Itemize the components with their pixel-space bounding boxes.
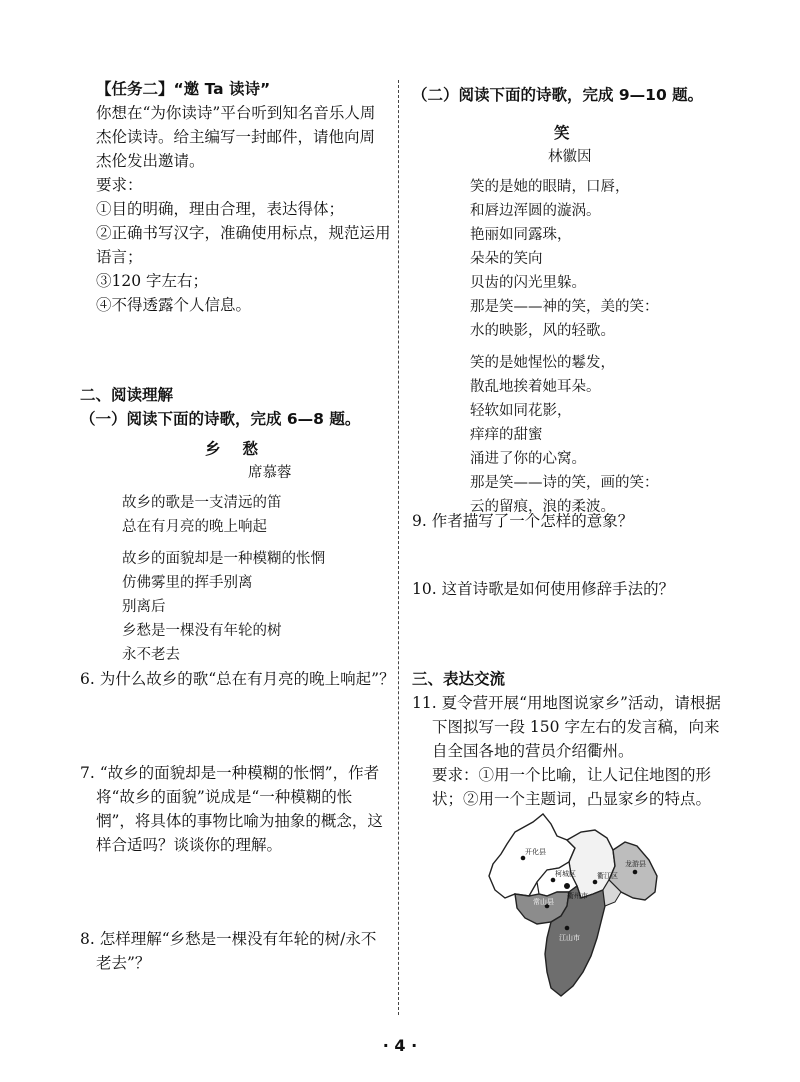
task-requirement: 语言； (96, 248, 143, 266)
map-dot-jiangshan (565, 926, 570, 931)
poem2-line: 轻软如同花影， (470, 403, 572, 419)
map-label-kecheng: 柯城区 (555, 870, 576, 878)
map-label-quzhou: 衢州市 (567, 892, 588, 900)
map-label-jiangshan: 江山市 (559, 934, 580, 942)
section-heading-expression: 三、表达交流 (412, 670, 506, 688)
poem1-line: 故乡的面貌却是一种模糊的怅惘 (122, 551, 325, 567)
poem1-line: 仿佛雾里的挥手别离 (122, 575, 253, 591)
question-9: 9. 作者描写了一个怎样的意象？ (412, 512, 634, 530)
question-11: 下图拟写一段 150 字左右的发言稿，向来 (432, 718, 720, 736)
question-10: 10. 这首诗歌是如何使用修辞手法的？ (412, 580, 675, 598)
map-label-qujiang: 衢江区 (597, 872, 618, 880)
poem2-line: 那是笑——神的笑，美的笑： (470, 299, 659, 315)
poem2-line: 朵朵的笑向 (470, 251, 543, 267)
poem2-line: 笑的是她的眼睛，口唇， (470, 179, 630, 195)
poem2-line: 水的映影，风的轻歌。 (470, 323, 615, 339)
map-label-kaihua: 开化县 (525, 848, 546, 856)
task-text: 杰伦读诗。给主编写一封邮件，请他向周 (96, 128, 376, 146)
question-7: 惘”，将具体的事物比喻为抽象的概念，这 (96, 812, 383, 830)
map-dot-quzhou (564, 883, 570, 889)
quzhou-map (485, 810, 665, 1002)
map-label-longyou: 龙游县 (625, 860, 646, 868)
part2-heading: （二）阅读下面的诗歌，完成 9—10 题。 (412, 86, 704, 104)
poem1-line: 永不老去 (122, 647, 180, 663)
question-11: 状；②用一个主题词，凸显家乡的特点。 (432, 790, 712, 808)
task-requirement: ③120 字左右； (96, 272, 209, 290)
question-11: 要求：①用一个比喻，让人记住地图的形 (432, 766, 712, 784)
map-dot-kecheng (551, 878, 556, 883)
task-requirement-label: 要求： (96, 176, 143, 194)
part1-heading: （一）阅读下面的诗歌，完成 6—8 题。 (80, 410, 361, 428)
task-requirement: ①目的明确，理由合理，表达得体； (96, 200, 345, 218)
task-text: 你想在“为你读诗”平台听到知名音乐人周 (96, 104, 376, 122)
question-8: 8. 怎样理解“乡愁是一棵没有年轮的树/永不 (80, 930, 377, 948)
poem1-line: 总在有月亮的晚上响起 (122, 519, 267, 535)
poem2-line: 痒痒的甜蜜 (470, 427, 543, 443)
map-dot-longyou (633, 870, 638, 875)
poem1-title: 乡愁 (205, 439, 281, 458)
question-7: 样合适吗？谈谈你的理解。 (96, 836, 283, 854)
poem2-line: 笑的是她惺忪的鬈发， (470, 355, 615, 371)
map-label-changshan: 常山县 (533, 898, 554, 906)
question-11: 自全国各地的营员介绍衢州。 (432, 742, 634, 760)
poem2-line: 云的留痕，浪的柔波。 (470, 499, 615, 515)
poem1-line: 故乡的歌是一支清远的笛 (122, 495, 282, 511)
page-number: · 4 · (382, 1036, 418, 1055)
question-11: 11. 夏令营开展“用地图说家乡”活动，请根据 (412, 694, 721, 712)
poem2-title: 笑 (554, 123, 570, 142)
task-requirement: ②正确书写汉字，准确使用标点，规范运用 (96, 224, 391, 242)
question-6: 6. 为什么故乡的歌“总在有月亮的晚上响起”？ (80, 670, 395, 688)
poem2-author: 林徽因 (548, 149, 592, 165)
poem2-line: 散乱地挨着她耳朵。 (470, 379, 601, 395)
map-dot-qujiang (593, 880, 598, 885)
task-requirement: ④不得透露个人信息。 (96, 296, 252, 314)
column-divider (398, 80, 399, 1015)
poem2-line: 涌进了你的心窝。 (470, 451, 586, 467)
map-dot-kaihua (521, 856, 526, 861)
poem2-line: 贝齿的闪光里躲。 (470, 275, 586, 291)
question-8: 老去”？ (96, 954, 151, 972)
question-7: 将“故乡的面貌”说成是“一种模糊的怅 (96, 788, 353, 806)
poem2-line: 那是笑——诗的笑，画的笑： (470, 475, 659, 491)
poem2-line: 艳丽如同露珠， (470, 227, 572, 243)
poem1-author: 席慕蓉 (248, 465, 292, 481)
task-heading: 【任务二】“邀 Ta 读诗” (96, 80, 271, 98)
question-7: 7. “故乡的面貌却是一种模糊的怅惘”，作者 (80, 764, 380, 782)
poem2-line: 和唇边浑圆的漩涡。 (470, 203, 601, 219)
section-heading-reading: 二、阅读理解 (80, 386, 174, 404)
poem1-line: 乡愁是一棵没有年轮的树 (122, 623, 282, 639)
poem1-line: 别离后 (122, 599, 166, 615)
task-text: 杰伦发出邀请。 (96, 152, 205, 170)
